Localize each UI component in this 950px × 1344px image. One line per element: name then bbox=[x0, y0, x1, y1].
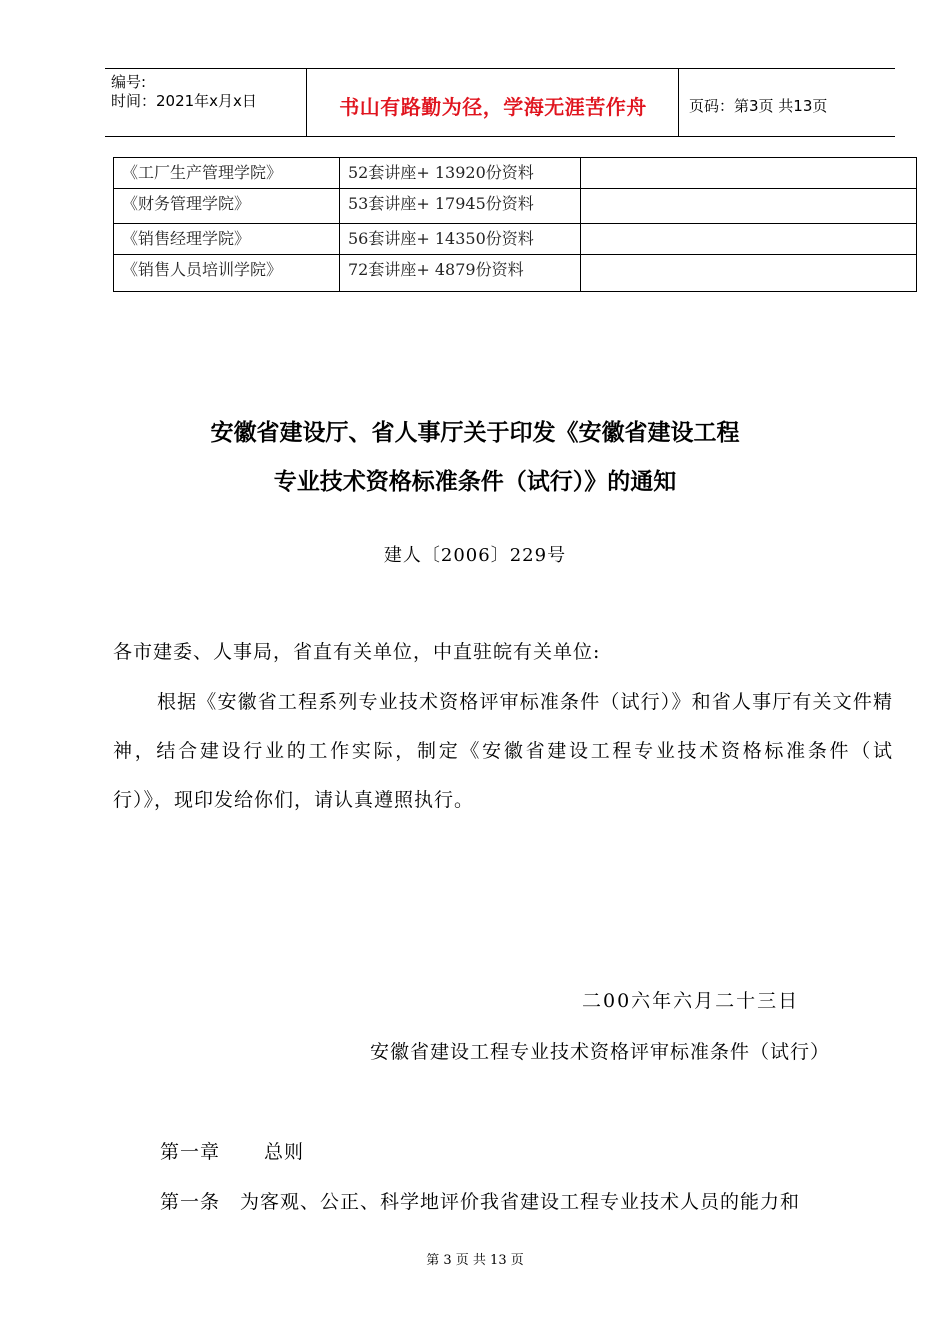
article-line bbox=[160, 1187, 800, 1214]
document-title-line2: 专业技术资格标准条件（试行）》的通知 bbox=[273, 469, 677, 495]
header-meta bbox=[111, 73, 257, 111]
chapter-heading bbox=[160, 1137, 304, 1164]
table-cell-name: 《销售人员培训学院》 bbox=[114, 255, 340, 292]
greeting: 各市建委、人事局，省直有关单位，中直驻皖有关单位: bbox=[113, 641, 601, 663]
table-row bbox=[114, 224, 917, 255]
header-time-label: 时间：2021年x月x日 bbox=[111, 92, 257, 110]
table-cell-extra bbox=[581, 189, 917, 224]
table-row bbox=[114, 189, 917, 224]
standard-title: 安徽省建设工程专业技术资格评审标准条件（试行） bbox=[370, 1041, 831, 1063]
chapter-title: 总则 bbox=[264, 1141, 305, 1163]
table-cell-extra bbox=[581, 224, 917, 255]
body-paragraph: 根据《安徽省工程系列专业技术资格评审标准条件（试行）》和省人事厅有关文件精神，结合建设行业的工作实际，制定《安徽省建设工程专业技术资格标准条件（试行）》，现印发给你们，请认真遵照执行。 bbox=[113, 691, 893, 811]
table-cell-name: 《销售经理学院》 bbox=[114, 224, 340, 255]
table-cell-content: 56套讲座+ 14350份资料 bbox=[340, 224, 581, 255]
table-cell-name: 《工厂生产管理学院》 bbox=[114, 158, 340, 189]
table-cell-content: 52套讲座+ 13920份资料 bbox=[340, 158, 581, 189]
header-divider bbox=[678, 69, 679, 136]
chapter-number: 第一章 bbox=[160, 1141, 221, 1163]
header-divider bbox=[306, 69, 307, 136]
article-number: 第一条 bbox=[160, 1191, 221, 1213]
table-cell-content: 53套讲座+ 17945份资料 bbox=[340, 189, 581, 224]
resource-table bbox=[113, 157, 917, 292]
table-row bbox=[114, 158, 917, 189]
header-page-info: 页码：第3页 共13页 bbox=[689, 97, 828, 115]
table-cell-extra bbox=[581, 158, 917, 189]
document-title-line1: 安徽省建设厅、省人事厅关于印发《安徽省建设工程 bbox=[210, 420, 740, 446]
document-number: 建人〔2006〕229号 bbox=[383, 545, 567, 566]
header-motto: 书山有路勤为径，学海无涯苦作舟 bbox=[339, 95, 647, 119]
page-footer: 第 3 页 共 13 页 bbox=[426, 1253, 524, 1268]
table-cell-extra bbox=[581, 255, 917, 292]
document-date: 二00六年六月二十三日 bbox=[582, 990, 800, 1012]
header-number-label: 编号: bbox=[111, 73, 147, 91]
article-text: 为客观、公正、科学地评价我省建设工程专业技术人员的能力和 bbox=[240, 1191, 801, 1213]
table-cell-name: 《财务管理学院》 bbox=[114, 189, 340, 224]
table-row bbox=[114, 255, 917, 292]
table-cell-content: 72套讲座+ 4879份资料 bbox=[340, 255, 581, 292]
page-header bbox=[105, 68, 895, 137]
